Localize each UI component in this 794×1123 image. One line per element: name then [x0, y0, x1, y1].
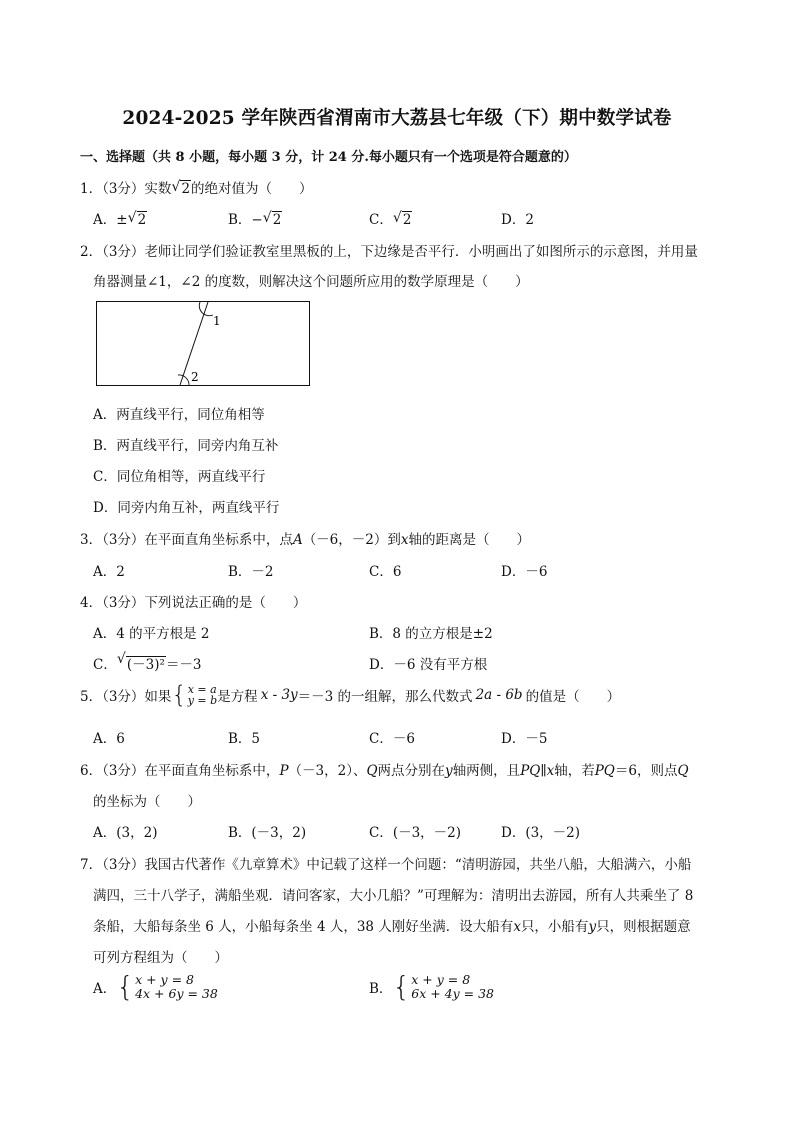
question-4-option-d: D．－6 没有平方根	[369, 657, 488, 673]
question-5-option-d: D．－5	[501, 731, 548, 747]
question-3-option-b: B．－2	[228, 564, 274, 580]
question-3-option-d: D．－6	[501, 564, 548, 580]
angle-1-label: 1	[213, 314, 221, 328]
page-title: 2024-2025 学年陕西省渭南市大荔县七年级（下）期中数学试卷	[122, 108, 672, 129]
question-4-option-b: B．8 的立方根是±2	[369, 626, 493, 642]
angle-2-label: 2	[191, 370, 199, 384]
question-6-option-c: C．(－3，－2)	[369, 825, 462, 841]
question-6-option-b: B．(－3，2)	[228, 825, 307, 841]
question-6-option-d: D．(3，－2)	[501, 825, 581, 841]
question-2-option-b: B．两直线平行，同旁内角互补	[93, 438, 279, 454]
question-3-stem: 3．（3分）在平面直角坐标系中，点A（－6，－2）到x轴的距离是（ ）	[80, 532, 530, 548]
question-7-line-4: 可列方程组为（ ）	[93, 950, 228, 966]
blackboard-rectangle	[97, 302, 310, 386]
question-2-option-a: A．两直线平行，同位角相等	[93, 407, 265, 423]
question-7-line-1: 7．（3分）我国古代著作《九章算术》中记载了这样一个问题：“清明游园，共坐八船，大船满六，小船	[80, 857, 692, 873]
angle-2-arc	[178, 375, 189, 385]
question-2-option-d: D．同旁内角互补，两直线平行	[93, 500, 280, 516]
question-7-line-3: 条船，大船每条坐 6 人，小船每条坐 4 人，38 人刚好坐满．设大船有x只，小船有y只，则根据题意	[93, 919, 691, 935]
question-5-stem: 5．（3分）如果 { x = a y = b 是方程 x - 3y ＝－3 的一组解，那么代数式 2a - 6b 的值是（ ）	[80, 681, 621, 709]
equation-system: { x = a y = b	[171, 681, 218, 709]
question-5-option-b: B．5	[228, 731, 261, 747]
question-1-option-a: A．±√ 2	[93, 208, 147, 228]
question-7-option-b: B． { x + y = 8 6x + 4y = 38	[369, 970, 495, 1003]
question-1-option-d: D．2	[501, 212, 534, 228]
question-5-option-a: A．6	[93, 731, 125, 747]
section-heading: 一、选择题（共 8 小题，每小题 3 分，计 24 分.每小题只有一个选项是符合题意的）	[80, 150, 577, 165]
question-7-line-2: 满四，三十八学子，满船坐观．请问客家，大小几船？”可理解为：清明出去游园，所有人共乘坐了 8	[93, 888, 694, 904]
blackboard-figure	[96, 301, 310, 386]
question-6-line-2: 的坐标为（ ）	[93, 794, 201, 810]
question-2-option-c: C．同位角相等，两直线平行	[93, 469, 266, 485]
question-5-option-c: C．－6	[369, 731, 415, 747]
question-4-stem: 4．（3分）下列说法正确的是（ ）	[80, 595, 307, 611]
question-2-line-1: 2．（3分）老师让同学们验证教室里黑板的上，下边缘是否平行．小明画出了如图所示的示意图，并用量	[80, 244, 698, 260]
question-2-line-2: 角器测量∠1，∠2 的度数，则解决这个问题所应用的数学原理是（ ）	[93, 274, 529, 290]
question-3-option-a: A．2	[93, 564, 125, 580]
question-6-option-a: A．(3，2)	[93, 825, 158, 841]
question-1-option-c: C．√ 2	[369, 208, 412, 228]
question-1-stem: 1．（3分）实数√ 2的绝对值为（ ）	[80, 177, 313, 197]
question-6-line-1: 6．（3分）在平面直角坐标系中，P（－3，2）、Q两点分别在y轴两侧，且PQ∥x轴，若PQ＝6，则点Q	[80, 763, 689, 779]
sqrt-symbol: √ 2	[171, 181, 191, 197]
question-4-option-a: A．4 的平方根是 2	[93, 626, 210, 642]
question-1-option-b: B．−√ 2	[228, 208, 282, 228]
question-4-option-c: C．√ (－3)²＝－3	[93, 653, 201, 673]
question-7-option-a: A． { x + y = 8 4x + 6y = 38	[93, 970, 218, 1003]
question-3-option-c: C．6	[369, 564, 402, 580]
